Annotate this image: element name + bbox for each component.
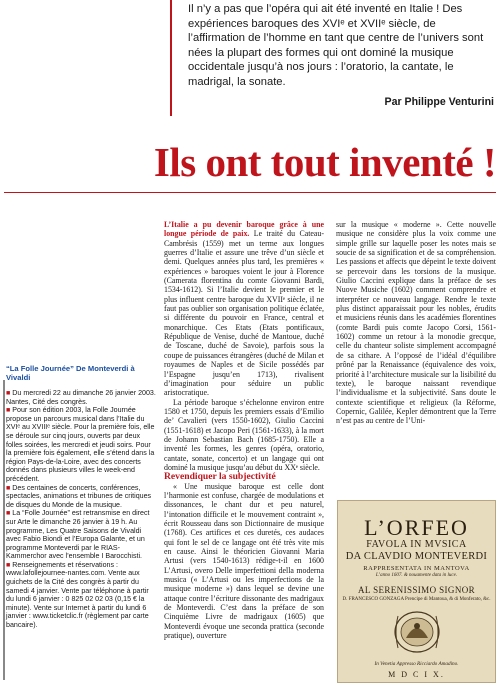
sidebar-box — [6, 364, 156, 630]
score-line: L’anno 1607. & nouamente data in luce. — [375, 573, 458, 578]
lede-text: Il n’y a pas que l’opéra qui ait été inventé en Italie ! Des expériences baroques des XVIᵉ et XVIIᵉ siècle, de l’affirmation de l’homme en tant que centre de l’univers sont nées la plupart des formes qui ont dominé la musique occidentale jusqu’à nos jours : l’oratorio, la cantate, le madrigal, la sonate. — [188, 3, 484, 88]
article-paragraph: « Une musique baroque est celle dont l’harmonie est confuse, chargée de modulations et dissonances, le chant dur et peu naturel, l’intonation difficile et le mouvement contraint », écrit Rousseau dans son Dictionnaire de musique (1768). Ces artifices et ces duretés, ces audaces qui font le sel de ce langage ont été très vite mis en cause. Ainsi le théoricien Giovanni Maria Artusi (vers 1540-1613) rédige-t-il en 1600 L’Artusi, overo Delle imperfettioni della moderna musica (« L’Artusi ou les imperfections de la musique moderne ») dans lequel se devine une attaque contre l’écriture dissonante des madrigaux de Monteverdi. C’est dans la préface de son Cinquième Livre de madrigaux (1605) que Monteverdi évoque une seconda prattica (seconde pratique), ouverture — [164, 481, 324, 641]
sidebar-bullet: Pour son édition 2003, la Folle Journée propose un parcours musical dans l’Italie du XVIᵉ au XVIIIᵉ siècle. Pour la première fois, elle se déroule sur cinq jours, ouverts par deux folles soirées, les mercredi et jeudi soirs. Pour la première fois également, elle s’étend dans la région Pays-de-la-Loire, avec des concerts donnés dans plusieurs villes le week-end précédent. — [6, 406, 155, 483]
sidebar-bullet: Des centaines de concerts, conférences, spectacles, animations et tribunes de critiques de disques du Monde de la musique. — [6, 483, 152, 509]
lede-rule — [170, 0, 172, 116]
headline-rule — [4, 192, 496, 193]
byline: Par Philippe Venturini — [384, 96, 494, 108]
printer-emblem-icon — [388, 608, 446, 656]
article-paragraph: La période baroque s’échelonne environ entre 1580 et 1750, depuis les premiers essais d’Emilio de’ Cavalieri (vers 1550-1602), Giulio Caccini (1551-1618) et Jacopo Peri (1561-1633), à la mort de Johann Sebastian Bach (1685-1750). Elle a inventé les formes, les genres (opéra, oratorio, cantate, sonate, concerto) et un langage qui ont dominé la musique jusqu’au début du XXᵉ siècle. — [164, 397, 324, 472]
article-paragraph: Le traité du Cateau-Cambrésis (1559) met un terme aux longues guerres d’Italie et assure une trêve d’un siècle et demi. Quelques années plus tard, les premières « expériences » baroques voient le jour à Florence (Camerata florentina du comte Giovanni Bardi, 1534-1612). Si l’Italie devient le premier et le plus influent centre baroque du XVIIᵉ siècle, il ne faut pas oublier son organisation politique éclatée, si différente du pouvoir en France, central et monarchique. Ces Etats (Etats pontificaux, République de Venise, duché de Mantoue, duché de Toscane, duché de Savoie), parfois sous la coupe de puissances étrangères (duché de Milan et royaumes de Naples et de Sicile possédés par l’Espagne jusqu’en 1713), rivalisent d’imagination pour séduire un public aristocratique. — [164, 229, 324, 398]
headline: Ils ont tout inventé ! — [153, 139, 496, 185]
article-lead: L’Italie a pu devenir baroque grâce à une longue période de paix. — [164, 220, 324, 239]
section-subhead: Revendiquer la subjectivité — [164, 471, 276, 483]
score-imprint: In Venetia Appresso Ricciardo Amadino. — [374, 661, 459, 667]
article-column-2 — [336, 220, 496, 426]
score-line: RAPPRESENTATA IN MANTOVA — [363, 565, 470, 572]
bullet-icon: ■ — [6, 560, 11, 569]
score-date: M D C I X. — [388, 670, 445, 679]
sidebar-bullet: Renseignements et réservations : www.lafollejournee-nantes.com. Vente aux guichets de la Cité des congrès à partir du samedi 4 janvier. Vente par téléphone à partir du lundi 6 janvier : 0 825 02 02 03 (0,15 € la minute). Vente sur Internet à partir du lundi 6 janvier : www.ticketclic.fr (règlement par carte bancaire). — [6, 560, 149, 630]
score-line: AL SERENISSIMO SIGNOR — [357, 585, 476, 595]
bullet-icon: ■ — [6, 389, 11, 397]
sidebar-rule — [3, 380, 5, 680]
sidebar-bullet: La “Folle Journée” est retransmise en direct sur Arte le dimanche 26 janvier à 19 h. Au programme, Les Quatre Saisons de Vivaldi avec Fabio Biondi et l’Europa Galante, et un programme Monteverdi par le RIAS-Kammerchor avec l’ensemble I Barocchisti. — [6, 509, 150, 561]
score-line: DA CLAVDIO MONTEVERDI — [345, 551, 488, 562]
sidebar-intro: Du mercredi 22 au dimanche 26 janvier 2003. Nantes, Cité des congrès. — [6, 389, 156, 406]
sidebar-title: “La Folle Journée” De Monteverdi à Vivaldi — [6, 364, 135, 382]
orfeo-title-page-image — [337, 500, 496, 683]
bullet-icon: ■ — [6, 483, 11, 492]
score-title: L’ORFEO — [364, 515, 469, 540]
bullet-icon: ■ — [6, 406, 11, 415]
score-line: D. FRANCESCO GONZAGA Prencipe di Mantoua, & di Monferato, &c. — [342, 597, 491, 602]
bullet-icon: ■ — [6, 509, 11, 518]
article-paragraph: sur la musique « moderne ». Cette nouvelle musique ne considère plus la voix comme une simple grille sur laquelle poser les notes mais se soucie de sa signification et de sa compréhension. Les passions et affects que dépeint le texte doivent se percevoir dans les torsions de la musique. Giulio Caccini explique dans la préface de ses Nuove Musiche (1602) comment comprendre et interpréter ce nouveau langage. Rendre le texte plus distinct apparaissait pour les nobles, érudits et musiciens réunis dans les académies florentines (comte Bardi puis comte Jacopo Corsi, 1561-1602) comme un retour à la monodie grecque, celle du chanteur soliste simplement accompagné de sa cithare. A l’opposé de l’idéal d’équilibre prôné par la Renaissance (équivalence des voix, priorité à l’architecture musicale sur la lisibilité du texte), le baroque naissant revendique l’individualisme et la subjectivité. Sans doute le contexte scientifique et religieux (la Réforme, Copernic, Galilée, Kepler démontrent que la Terre n’est pas au centre de l’Uni- — [336, 220, 496, 426]
article-column-1 — [164, 220, 324, 640]
score-line: FAVOLA IN MVSICA — [366, 539, 467, 550]
